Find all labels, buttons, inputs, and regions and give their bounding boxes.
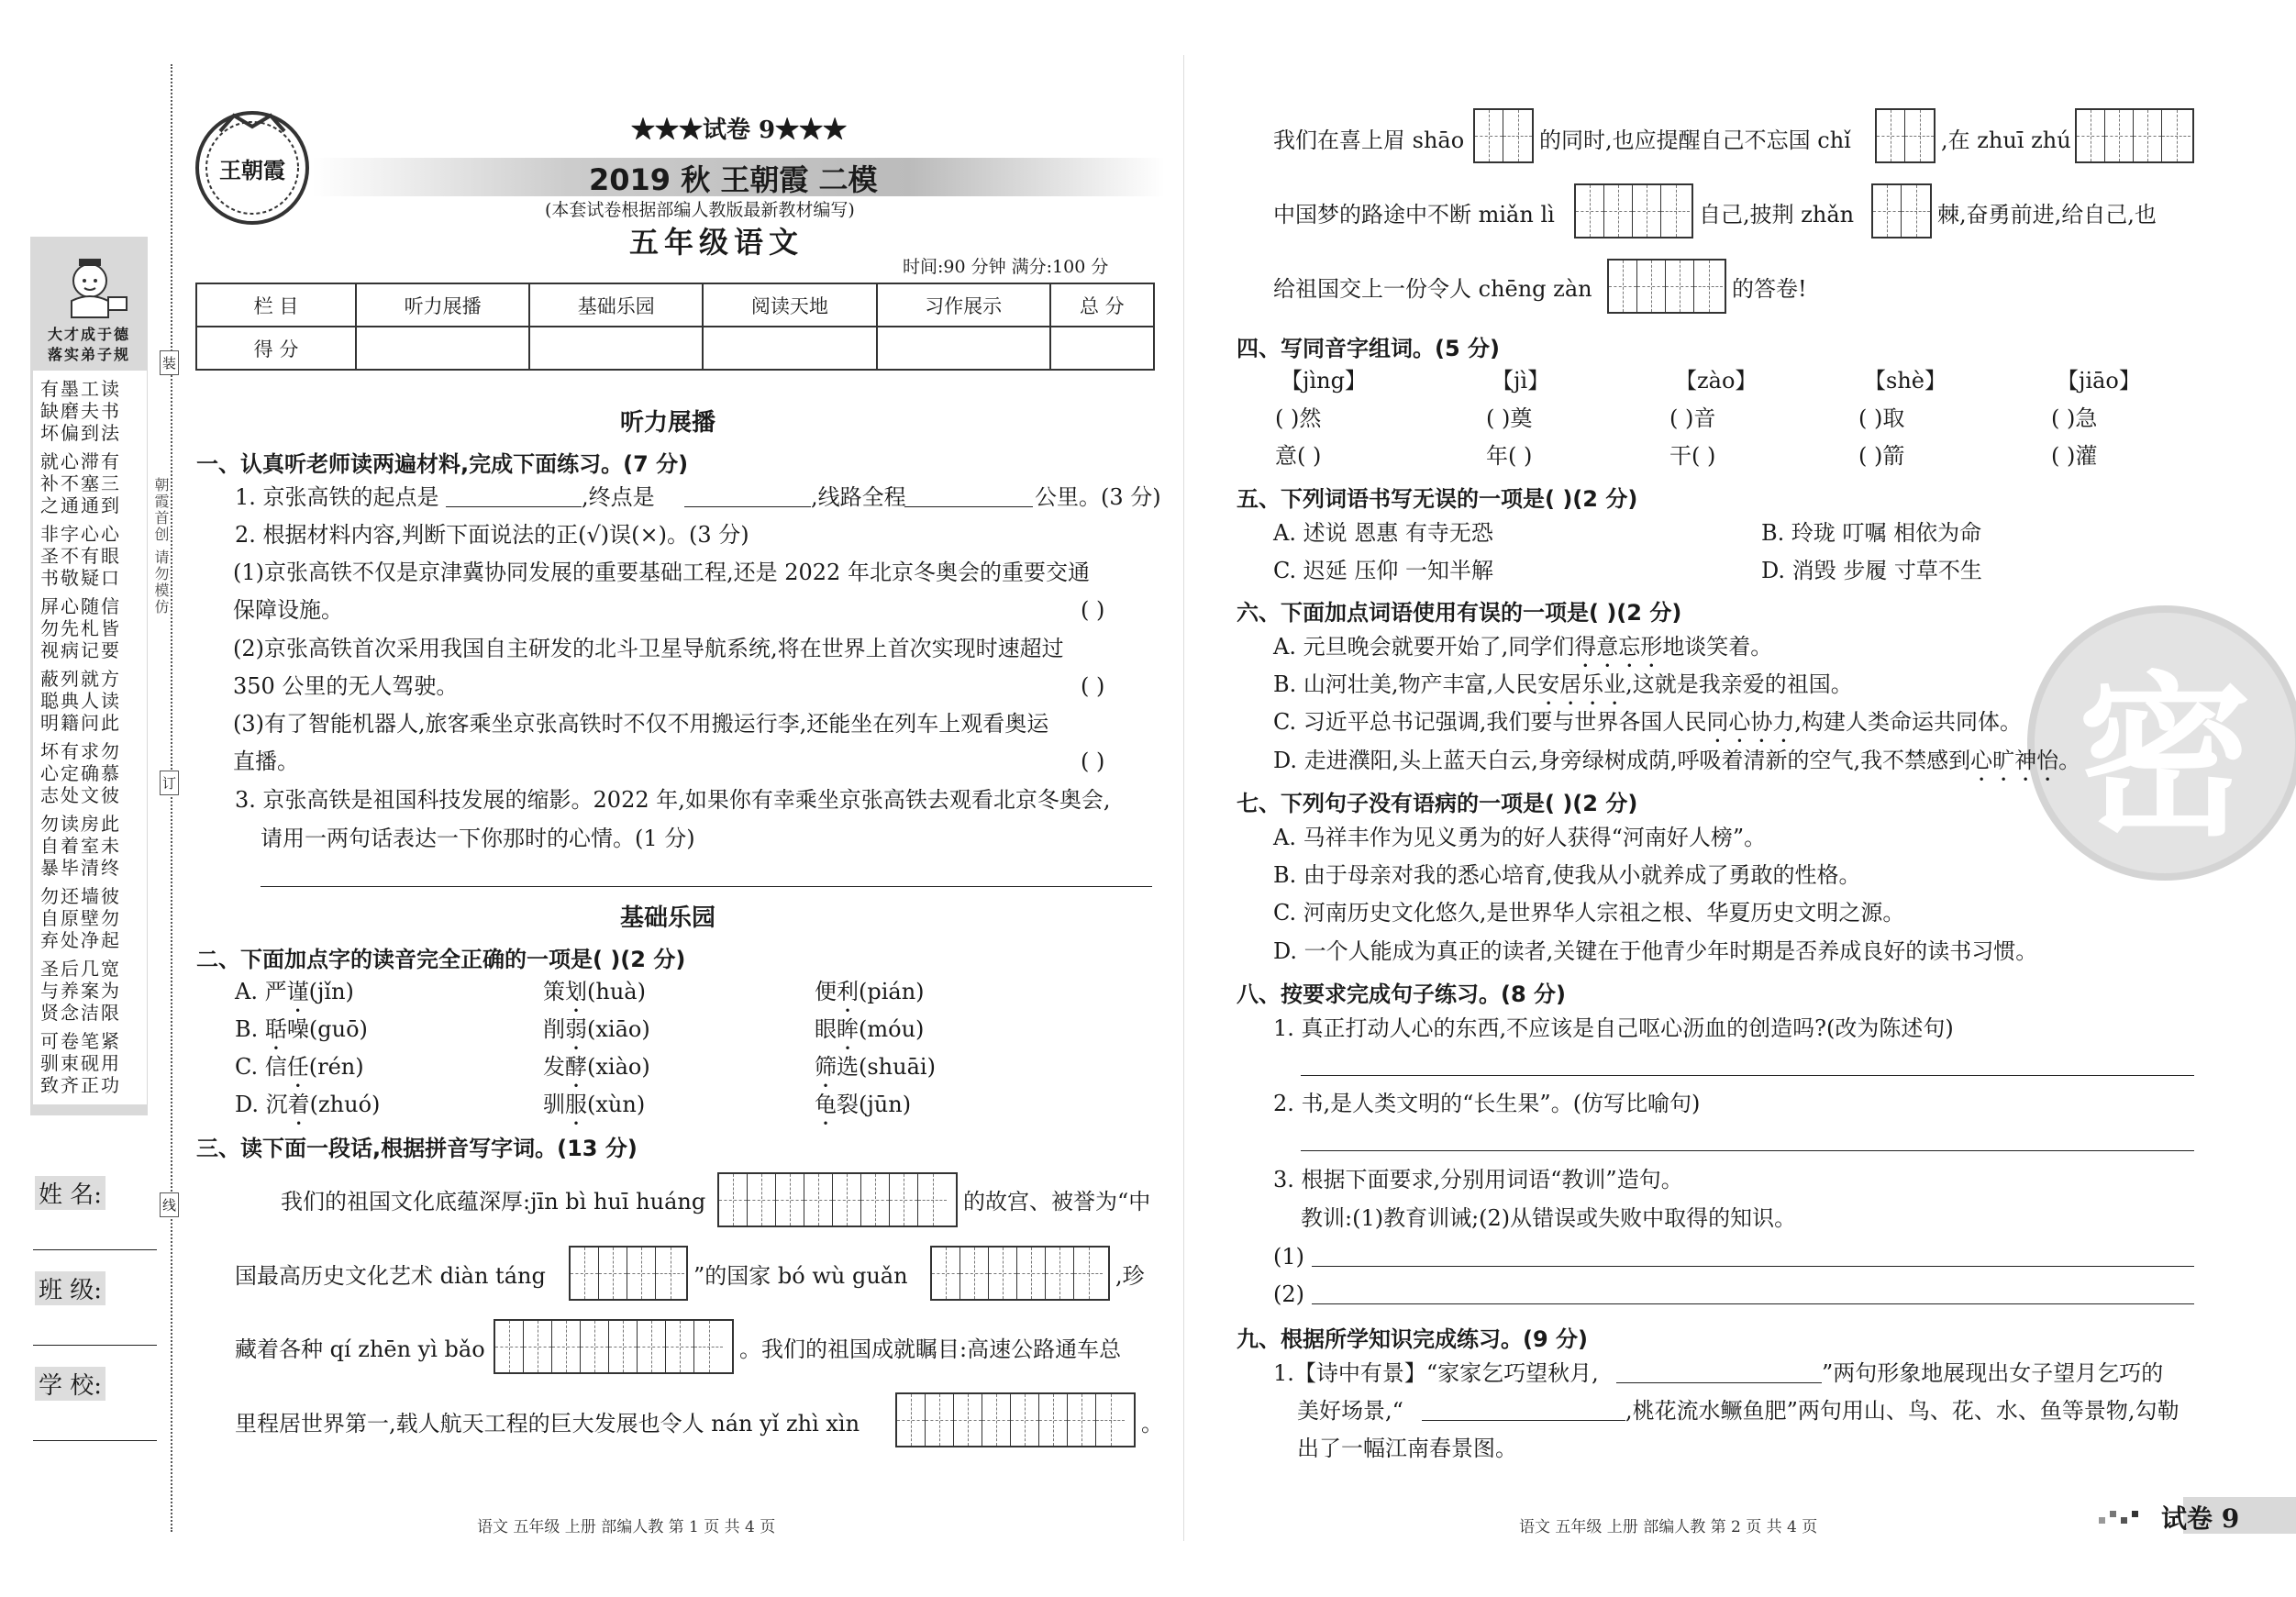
q1-2-3-line2: 直播。 [233,749,299,774]
q3-line2-c: ,珍 [1115,1263,1145,1289]
q9-1-part-d: ,桃花流水鳜鱼肥”两句用山、鸟、花、水、鱼等景物,勾勒 [1625,1398,2180,1424]
grid-cell[interactable] [656,1248,684,1299]
q5-option-a[interactable]: A. 述说 恩惠 有寺无恐 [1273,520,1493,546]
motto-line: 坏偏到法 [40,422,121,444]
grid-shao[interactable] [1473,108,1534,163]
score-header-2: 基础乐园 [529,283,703,327]
q6-d-dotted: 心旷神怡 [1970,748,2059,773]
q2-dotted-char: 龟 [815,1092,837,1117]
grid-zhui-zhu[interactable] [2075,108,2194,163]
grid-cell[interactable] [627,1248,656,1299]
q2-text: (pián) [859,979,925,1004]
q9-1-part-b: ”两句形象地展现出女子望月乞巧的 [1822,1360,2164,1386]
q1-3-line2: 请用一两句话表达一下你那时的心情。(1 分) [261,826,695,851]
grid-cell[interactable] [954,1394,982,1446]
q2-dotted-char: 酵 [565,1054,587,1080]
grid-cell[interactable] [1609,261,1637,312]
q3-title: 三、读下面一段话,根据拼音写字词。(13 分) [196,1136,638,1161]
grid-cell[interactable] [581,1321,609,1372]
q2-text: B. [235,1016,265,1042]
motto-line: 致齐正功 [40,1074,121,1096]
q1-3-line1: 3. 京张高铁是祖国科技发展的缩影。2022 年,如果你有幸乘坐京张高铁去观看北京冬奥会, [235,787,1111,813]
score-table-score-row [196,327,1154,370]
seal-char-ding: 订 [160,771,179,795]
q2-option-item [815,1053,936,1092]
logo-text: 王朝霞 [219,157,285,183]
q8-3-2-label: (2) [1273,1281,1304,1307]
grid-cell[interactable] [926,1394,954,1446]
q2-text: 策 [543,979,565,1004]
q3-line1-a: 我们的祖国文化底蕴深厚:jīn bì huī huáng [281,1189,706,1214]
q2-dotted-char: 眸 [837,1016,859,1042]
q2-dotted-char: 服 [565,1092,587,1117]
q4-pinyin: 【jìng】 [1281,368,1367,394]
motto-line: 有墨工读 [40,378,121,400]
q1-2-1-line2: 保障设施。 [233,597,343,623]
seal-char-xian: 线 [160,1192,179,1217]
motto-group [40,958,149,1024]
exam-subtitle: (本套试卷根据部编人教版最新教材编写) [545,200,855,220]
q2-option-item [815,1091,911,1130]
grid-cell[interactable] [719,1174,748,1225]
grid-cell[interactable] [524,1321,552,1372]
name-field[interactable] [33,1249,157,1250]
score-header-4: 习作展示 [877,283,1050,327]
q2-text: 眼 [815,1016,837,1042]
q2-option-item [543,1053,650,1092]
scholar-icon [44,246,136,319]
q6-option-a[interactable] [1273,633,1772,672]
q2-text: D. 沉 [235,1092,288,1117]
q2-text: A. 严 [235,979,287,1004]
grid-cell[interactable] [776,1174,804,1225]
q5-title: 五、下列词语书写无误的一项是( )(2 分) [1237,486,1638,512]
q2-text: 便 [815,979,837,1004]
motto-line: 暴毕清终 [40,857,121,879]
q9-1-part-e: 出了一幅江南春景图。 [1297,1436,1517,1461]
grid-cell[interactable] [1475,110,1503,161]
q8-3-2-answer-line[interactable] [1312,1303,2194,1304]
q2-text: 发 [543,1054,565,1080]
q2-option-item [543,1015,650,1055]
binding-line [171,64,172,1532]
q2-text: 裂(jūn) [837,1092,912,1117]
score-cell[interactable] [703,327,876,370]
sidebar-slogan-1: 大才成于德 [47,326,130,343]
binding-text: 朝霞首创 请勿模仿 [152,477,170,616]
q7-option-d[interactable]: D. 一个人能成为真正的读者,关键在于他青少年时期是否养成良好的读书习惯。 [1273,938,2038,964]
q5-option-b[interactable]: B. 玲珑 叮嘱 相依为命 [1761,520,1982,546]
motto-line: 弃处净起 [40,929,121,951]
grid-cell[interactable] [1905,110,1934,161]
q2-text: (jǐn) [308,979,354,1004]
q1-2-3-answer[interactable]: ( ) [1081,749,1105,774]
footer-tag-squares [2099,1510,2154,1523]
grid-bo-wu-guan[interactable] [930,1246,1110,1301]
score-row-label: 得 分 [196,327,356,370]
q6-option-c[interactable] [1273,708,2022,748]
q1-2-2-answer[interactable]: ( ) [1081,673,1105,699]
q4-pinyin: 【zào】 [1675,368,1758,394]
grid-cell[interactable] [982,1394,1011,1446]
grid-zhan[interactable] [1871,183,1932,238]
grid-cell[interactable] [1074,1248,1103,1299]
grid-cell[interactable] [638,1321,666,1372]
grid-cell[interactable] [599,1248,627,1299]
q1-title: 一、认真听老师读两遍材料,完成下面练习。(7 分) [196,451,689,477]
grid-cell[interactable] [552,1321,581,1372]
q2-dotted-char: 谨 [286,979,309,1004]
decorative-squares-icon [2099,1511,2154,1524]
class-label: 班 级: [35,1271,105,1305]
motto-line: 驯束砚用 [40,1052,121,1074]
q1-2-3-line1: (3)有了智能机器人,旅客乘坐京张高铁时不仅不用搬运行李,还能坐在列车上观看奥运 [233,711,1049,737]
q1-end-blank[interactable] [684,506,811,507]
q2-option-item [815,1015,924,1055]
school-field[interactable] [33,1440,157,1441]
q3-line2-b: ”的国家 bó wù guǎn [693,1263,908,1289]
q2-text: C. 信 [235,1054,287,1080]
grid-jin-bi-hui-huang[interactable] [717,1172,958,1227]
score-header-5: 总 分 [1050,283,1154,327]
q2-text: (huà) [587,979,646,1004]
page-divider [1183,55,1184,1541]
score-cell[interactable] [356,327,529,370]
q4-blank[interactable]: ( )灌 [2051,443,2098,469]
q9-1-part-a: 1.【诗中有景】“家家乞巧望秋月, [1273,1360,1599,1386]
grid-cell[interactable] [1661,185,1690,237]
r-line2-a: 中国梦的路途中不断 miǎn lì [1273,202,1555,227]
q2-dotted-char: 着 [287,1092,310,1117]
q6-b-text1: B. 山河壮美,物产丰富,人民 [1273,671,1538,697]
grid-cell[interactable] [1503,110,1532,161]
q1-2-2-line1: (2)京张高铁首次采用我国自主研发的北斗卫星导航系统,将在世界上首次实现时速超过 [233,636,1064,661]
grid-cell[interactable] [861,1174,890,1225]
motto-line: 与养案为 [40,980,121,1002]
grid-cell[interactable] [1017,1248,1046,1299]
grid-cell[interactable] [748,1174,776,1225]
q8-3-1-answer-line[interactable] [1312,1266,2194,1267]
q2-dotted-char: 筛 [815,1054,837,1080]
q2-option-item [543,1091,645,1130]
score-header-1: 听力展播 [356,283,529,327]
q3-line3-b: 。我们的祖国成就瞩目:高速公路通车总 [739,1336,1122,1362]
motto-group [40,595,149,661]
q2-text: (xiāo) [587,1016,650,1042]
score-cell[interactable] [1050,327,1154,370]
q3-line4-a: 里程居世界第一,载人航天工程的巨大发展也令人 nán yǐ zhì xìn [235,1411,860,1436]
score-header-0: 栏 目 [196,283,356,327]
exam-title: 2019 秋 王朝霞 二模 [589,162,878,197]
grid-cell[interactable] [1666,261,1694,312]
q6-d-text1: D. 走进濮阳,头上蓝天白云,身旁绿树成荫,呼吸着清新的空气,我不禁感到 [1273,748,1971,773]
q2-dotted-char: 弱 [565,1016,587,1042]
grid-nan-yi-zhi-xin[interactable] [895,1392,1136,1447]
q3-line4-b: 。 [1141,1411,1163,1436]
grid-cell[interactable] [833,1174,861,1225]
grid-cell[interactable] [609,1321,638,1372]
grid-cell[interactable] [804,1174,833,1225]
grid-cell[interactable] [918,1174,947,1225]
q4-pinyin: 【jì】 [1492,368,1550,394]
q5-option-d[interactable]: D. 消毁 步履 寸草不生 [1761,558,1982,583]
motto-line: 蔽列就方 [40,668,121,690]
q7-option-a[interactable]: A. 马祥丰作为见义勇为的好人获得“河南好人榜”。 [1273,825,1767,850]
q6-a-text2: 地谈笑着。 [1662,634,1773,660]
q2-option-item[interactable] [235,1053,364,1092]
grid-cell[interactable] [571,1248,599,1299]
q2-text: (rén) [308,1054,364,1080]
grid-cell[interactable] [1039,1394,1068,1446]
q6-b-dotted: 安居乐业 [1537,671,1626,697]
q2-dotted-char: 划 [565,979,587,1004]
q2-text: (móu) [859,1016,925,1042]
secret-seal [2027,605,2296,881]
q4-blank[interactable]: 意( ) [1275,443,1322,469]
r-line2-c: 棘,奋勇前进,给自己,也 [1937,202,2157,227]
grid-cell[interactable] [1046,1248,1074,1299]
q8-2-answer-line[interactable] [1301,1150,2194,1151]
q4-pinyin: 【jiāo】 [2057,368,2141,394]
grid-cell[interactable] [989,1248,1017,1299]
q1-2-2-line2: 350 公里的无人驾驶。 [233,673,459,699]
q2-option-item [543,978,646,1017]
motto-group [40,450,149,516]
scholar-illustration [44,246,136,319]
motto-line: 圣不有眼 [40,545,121,567]
motto-line: 缺磨夫书 [40,400,121,422]
q7-title: 七、下列句子没有语病的一项是( )(2 分) [1237,791,1638,816]
q4-title: 四、写同音字组词。(5 分) [1237,336,1500,361]
grid-cell[interactable] [1096,1394,1125,1446]
motto-line: 屏心随信 [40,595,121,617]
q1-3-answer-line[interactable] [261,886,1152,887]
score-cell[interactable] [529,327,703,370]
motto-group [40,813,149,879]
q6-option-d[interactable] [1273,747,2080,786]
q2-dotted-char: 任 [286,1054,309,1080]
q2-text: 噪(guō) [286,1016,368,1042]
q4-blank[interactable]: 干( ) [1669,443,1716,469]
motto-group [40,668,149,734]
q6-c-text2: ,构建人类命运共同体。 [1794,709,2023,735]
q1-1-part-d: 公里。(3 分) [1035,484,1161,510]
q3-line3-a: 藏着各种 qí zhēn yì bǎo [235,1336,485,1362]
motto-group [40,885,149,951]
q2-option-item [815,978,925,1017]
r-line1-b: 的同时,也应提醒自己不忘国 chǐ [1539,128,1851,153]
q2-text: (xùn) [587,1092,646,1117]
q3-line1-b: 的故宫、被誉为“中 [963,1189,1151,1214]
motto-group [40,740,149,806]
grid-cell[interactable] [1694,261,1723,312]
school-label: 学 校: [35,1367,105,1401]
grid-cell[interactable] [1873,185,1902,237]
q2-text: (zhuó) [309,1092,381,1117]
secret-seal-text: 密 [2077,656,2252,859]
grid-cell[interactable] [2077,110,2105,161]
grade-subject: 五年级语文 [629,225,804,260]
q2-text: (xiào) [587,1054,650,1080]
grid-qi-zhen-yi-bao[interactable] [494,1319,734,1374]
grid-cell[interactable] [1576,185,1604,237]
q4-blank[interactable]: ( )然 [1275,405,1322,431]
motto-line: 书敬疑口 [40,567,121,589]
score-table-header-row [196,283,1154,327]
q2-dotted-char: 利 [837,979,859,1004]
q4-blank[interactable]: ( )奠 [1486,405,1533,431]
q4-blank[interactable]: ( )箭 [1858,443,1905,469]
q2-dotted-char: 聒 [264,1016,287,1042]
motto-line: 勿还墙彼 [40,885,121,907]
grid-cell[interactable] [694,1321,723,1372]
motto-line: 勿读房此 [40,813,121,835]
motto-group [40,378,149,444]
grid-cell[interactable] [960,1248,989,1299]
q6-option-b[interactable] [1273,671,1853,710]
score-header-3: 阅读天地 [703,283,876,327]
grid-cell[interactable] [2162,110,2191,161]
r-line3-a: 给祖国交上一份令人 chēng zàn [1273,276,1592,302]
q4-blank[interactable]: 年( ) [1486,443,1533,469]
q6-c-text1: C. 习近平总书记强调,我们要与世界各国人民 [1273,709,1707,735]
motto-line: 视病记要 [40,639,121,661]
motto-line: 自原壁勿 [40,907,121,929]
logo [193,108,312,227]
q6-a-text1: A. 元旦晚会就要开始了,同学们 [1273,634,1575,660]
motto-line: 聪典人读 [40,690,121,712]
paper-number: ★★★试卷 9★★★ [631,116,848,144]
q8-3-1-label: (1) [1273,1244,1304,1270]
grid-cell[interactable] [2134,110,2162,161]
grid-mian-li[interactable] [1574,183,1693,238]
grid-cell[interactable] [1633,185,1661,237]
q8-3-definition: 教训:(1)教育训诫;(2)从错误或失败中取得的知识。 [1301,1205,1797,1231]
q2-text: 驯 [543,1092,565,1117]
motto-line: 勿先札皆 [40,617,121,639]
q6-c-dotted: 同心协力 [1706,709,1795,735]
q1-1-part-b: ,终点是 [582,484,655,510]
q9-1-blank-1[interactable] [1616,1382,1822,1383]
r-line2-b: 自己,披荆 zhǎn [1699,202,1855,227]
q4-blank[interactable]: ( )急 [2051,405,2098,431]
grid-cell[interactable] [1637,261,1666,312]
grid-chi[interactable] [1875,108,1936,163]
q4-pinyin: 【shè】 [1864,368,1947,394]
q4-blank[interactable]: ( )取 [1858,405,1905,431]
q8-title: 八、按要求完成句子练习。(8 分) [1237,981,1566,1007]
motto-line: 之通通到 [40,494,121,516]
grid-cell[interactable] [897,1394,926,1446]
grid-cell[interactable] [1902,185,1930,237]
section-basic: 基础乐园 [620,904,716,932]
r-line1-a: 我们在喜上眉 shāo [1273,128,1465,153]
score-table [195,283,1155,371]
motto-line: 志处文彼 [40,784,121,806]
q8-3: 3. 根据下面要求,分别用词语“教训”造句。 [1273,1167,1683,1192]
q8-1-answer-line[interactable] [1301,1075,2194,1076]
sidebar-slogan-2: 落实弟子规 [47,346,130,363]
section-listening: 听力展播 [620,409,716,437]
q6-a-dotted: 得意忘形 [1574,634,1663,660]
grid-cell[interactable] [2105,110,2134,161]
q8-1: 1. 真正打动人心的东西,不应该是自己呕心沥血的创造吗?(改为陈述句) [1273,1015,1954,1041]
q5-option-c[interactable]: C. 迟延 压仰 一知半解 [1273,558,1494,583]
grid-cheng-zan[interactable] [1607,259,1726,314]
name-label: 姓 名: [35,1176,105,1210]
motto-line: 非字心心 [40,523,121,545]
q1-1-part-c: ,线路全程 [811,484,906,510]
q2-text: 选(shuāi) [837,1054,936,1080]
seal-char-zhuang: 装 [160,350,179,375]
q1-2-instruction: 2. 根据材料内容,判断下面说法的正(√)误(×)。(3 分) [235,522,749,548]
grid-cell[interactable] [495,1321,524,1372]
q9-1-blank-2[interactable] [1422,1420,1625,1421]
motto-line: 圣后几宽 [40,958,121,980]
q7-option-b[interactable]: B. 由于母亲对我的悉心培育,使我从小就养成了勇敢的性格。 [1273,862,1861,888]
q1-length-blank[interactable] [904,506,1033,507]
footer-right: 语文 五年级 上册 部编人教 第 2 页 共 4 页 [1519,1518,1818,1536]
q2-option-item[interactable] [235,978,354,1017]
q2-title: 二、下面加点字的读音完全正确的一项是( )(2 分) [196,947,686,972]
q6-b-text2: ,这就是我亲爱的祖国。 [1625,671,1853,697]
q1-1-part-a: 1. 京张高铁的起点是 [235,484,439,510]
q4-blank[interactable]: ( )音 [1669,405,1716,431]
grid-cell[interactable] [890,1174,918,1225]
grid-cell[interactable] [1604,185,1633,237]
grid-cell[interactable] [1068,1394,1096,1446]
grid-cell[interactable] [932,1248,960,1299]
q9-title: 九、根据所学知识完成练习。(9 分) [1237,1326,1588,1352]
grid-cell[interactable] [666,1321,694,1372]
r-line3-b: 的答卷! [1732,276,1807,302]
q2-option-item[interactable] [235,1015,368,1055]
q2-option-item[interactable] [235,1091,380,1130]
q3-line2-a: 国最高历史文化艺术 diàn táng [235,1263,546,1289]
motto-group [40,1030,149,1096]
q8-2: 2. 书,是人类文明的“长生果”。(仿写比喻句) [1273,1091,1701,1116]
motto-line: 自着室未 [40,835,121,857]
r-line1-c: ,在 zhuī zhú [1941,128,2071,153]
q6-d-text2: 。 [2058,748,2081,773]
q1-2-1-line1: (1)京张高铁不仅是京津冀协同发展的重要基础工程,还是 2022 年北京冬奥会的重要交通 [233,560,1090,585]
q9-1-part-c: 美好场景,“ [1297,1398,1403,1424]
motto-line: 坏有求勿 [40,740,121,762]
q7-option-c[interactable]: C. 河南历史文化悠久,是世界华人宗祖之根、华夏历史文明之源。 [1273,900,1905,926]
footer-left: 语文 五年级 上册 部编人教 第 1 页 共 4 页 [477,1518,776,1536]
score-cell[interactable] [877,327,1050,370]
time-info: 时间:90 分钟 满分:100 分 [903,257,1109,277]
q6-title: 六、下面加点词语使用有误的一项是( )(2 分) [1237,600,1682,626]
motto-line: 补不塞三 [40,472,121,494]
motto-line: 明籍问此 [40,712,121,734]
grid-dian-tang[interactable] [569,1246,688,1301]
grid-cell[interactable] [1011,1394,1039,1446]
sidebar-mottos [33,371,147,1104]
motto-group [40,523,149,589]
q1-start-blank[interactable] [446,506,582,507]
grid-cell[interactable] [1877,110,1905,161]
motto-line: 就心滞有 [40,450,121,472]
motto-line: 心定确慕 [40,762,121,784]
footer-tag: 试卷 9 [2161,1503,2240,1534]
motto-line: 贤念洁限 [40,1002,121,1024]
q2-text: 削 [543,1016,565,1042]
motto-line: 可卷笔紧 [40,1030,121,1052]
q1-2-1-answer[interactable]: ( ) [1081,597,1105,623]
class-field[interactable] [33,1345,157,1346]
